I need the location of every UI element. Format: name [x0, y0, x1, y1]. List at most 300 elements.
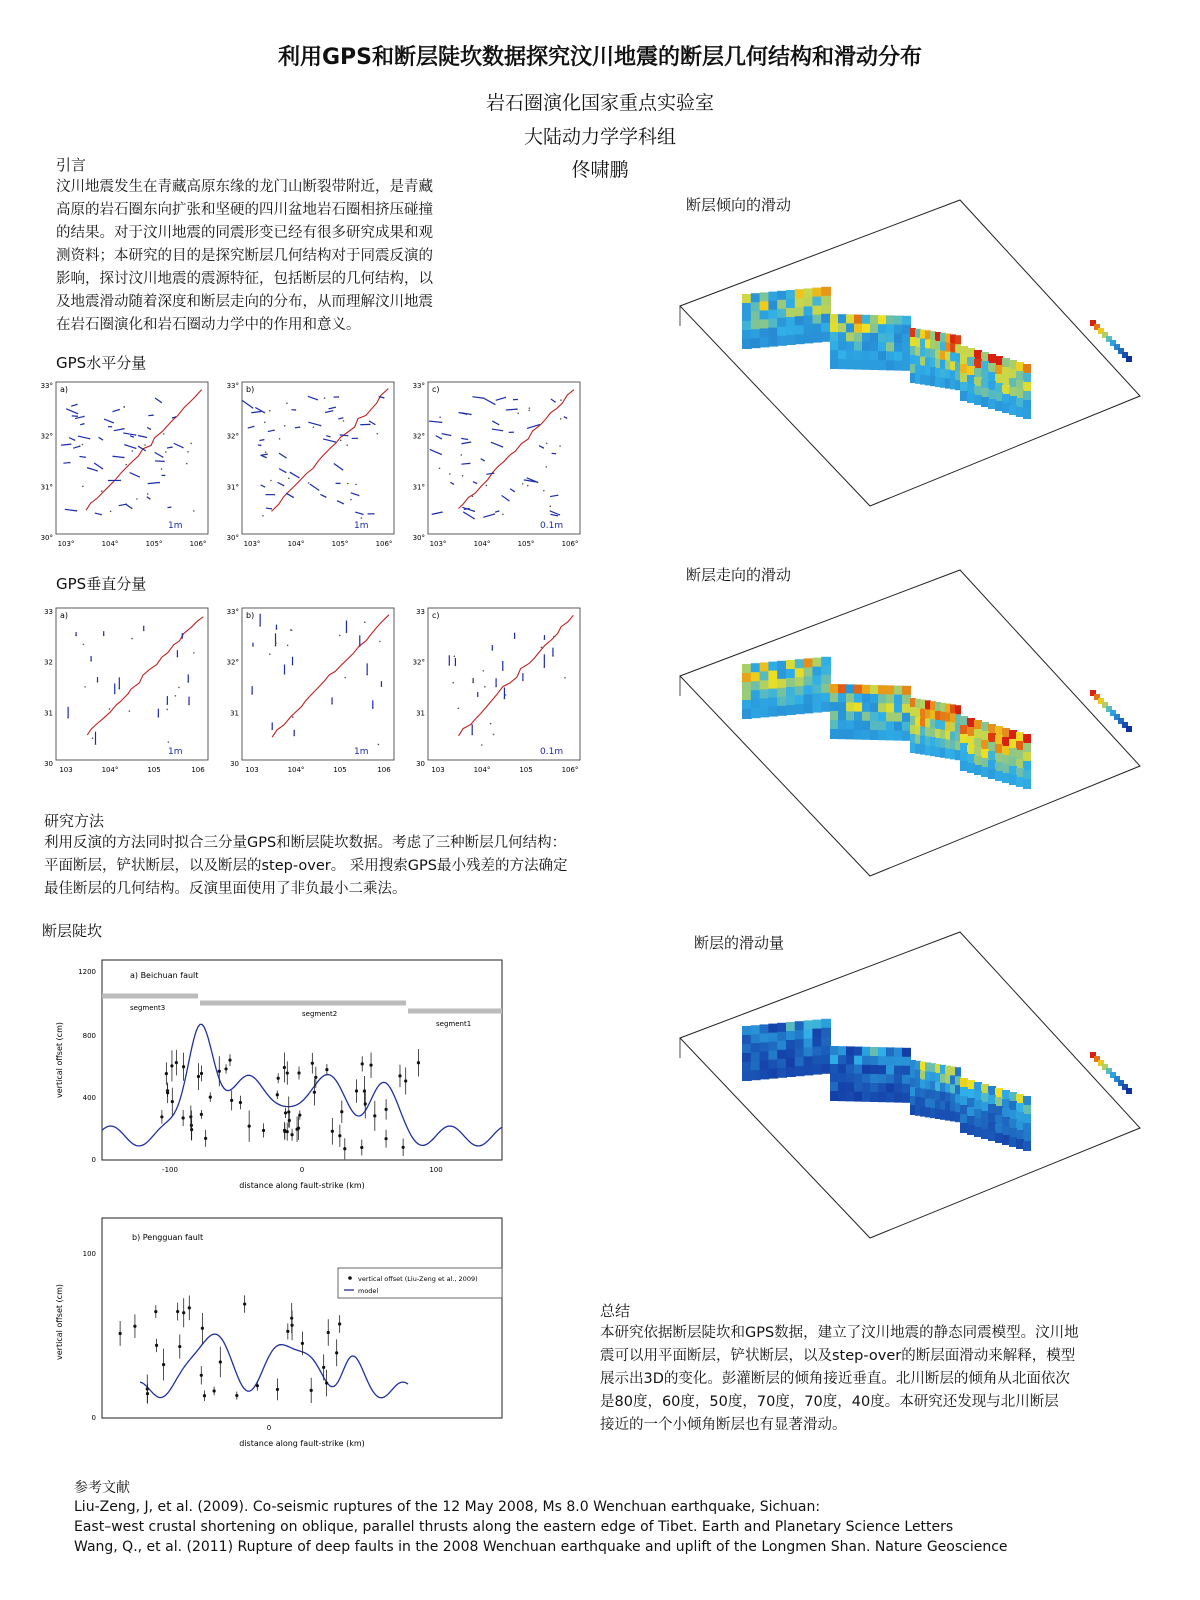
slip-patch [846, 702, 855, 712]
slip-patch [981, 740, 989, 750]
x-tick-label: 104° [287, 766, 305, 774]
gps-panel [44, 608, 208, 774]
offset-point [189, 1115, 192, 1118]
slip-patch [795, 325, 805, 335]
x-tick-label: 106° [189, 540, 207, 548]
slip-patch [1009, 378, 1017, 388]
slip-patch [821, 693, 831, 703]
slip-patch [902, 686, 911, 696]
slip-patch [830, 1073, 839, 1083]
slip-patch [974, 359, 982, 369]
panel-label: b) [246, 611, 255, 620]
slip-patch [870, 1056, 879, 1066]
slip-patch [886, 1092, 895, 1102]
gps-vector [266, 508, 271, 509]
slip-patch [768, 1060, 778, 1070]
slip-patch [1016, 389, 1024, 399]
slip-patch [742, 709, 752, 719]
slip-patch [846, 359, 855, 369]
slip-patch [854, 324, 863, 334]
slip-patch [902, 704, 911, 714]
slip-patch [967, 1107, 975, 1117]
slip-patch [967, 1080, 975, 1090]
slip-patch [1009, 1101, 1017, 1111]
slip-patch [995, 735, 1003, 745]
offset-point [331, 1130, 334, 1133]
slip-patch [821, 323, 831, 333]
slip-patch [1009, 775, 1017, 785]
slip-patch [1016, 362, 1024, 372]
slip-patch [981, 1102, 989, 1112]
offset-point [355, 1089, 358, 1092]
slip-patch [862, 342, 871, 352]
slip-patch [854, 342, 863, 352]
offset-point [417, 1061, 420, 1064]
slip-patch [862, 315, 871, 325]
slip-patch [830, 359, 839, 369]
slip-patch [751, 663, 761, 673]
slip-patch [786, 1040, 796, 1050]
y-tick-label: 33° [412, 382, 425, 390]
slip-patch [1023, 382, 1031, 392]
slip-patch [995, 356, 1003, 366]
slip-patch [894, 722, 903, 732]
slip-patch [988, 742, 996, 752]
slip-patch [760, 292, 770, 302]
slip-patch [967, 718, 975, 728]
slip-patch [854, 712, 863, 722]
plot2-xlabel: distance along fault-strike (km) [239, 1439, 365, 1448]
slip-patch [1023, 391, 1031, 401]
slip-patch [742, 1044, 752, 1054]
slip-patch [870, 730, 879, 740]
fault-segment [830, 314, 911, 371]
offset-point [297, 1071, 300, 1074]
slip-patch [1023, 400, 1031, 410]
scale-label: 0.1m [540, 521, 564, 531]
slip-patch [974, 729, 982, 739]
plot2-ylabel: vertical offset (cm) [55, 1284, 64, 1360]
slip-patch [821, 1064, 831, 1074]
slip-patch [804, 1029, 814, 1039]
slip-patch [777, 336, 787, 346]
slip-patch [870, 685, 879, 695]
slip-patch [760, 1069, 770, 1079]
offset-point [361, 1062, 364, 1065]
x-tick-label: 103° [57, 540, 75, 548]
slip-patch [812, 297, 822, 307]
y-tick-label: 30° [226, 534, 239, 542]
slip-patch [795, 1030, 805, 1040]
slip-patch [742, 1053, 752, 1063]
slip-patch [838, 1064, 847, 1074]
offset-point [243, 1302, 246, 1305]
slip-patch [870, 703, 879, 713]
slip-patch [838, 684, 847, 694]
offset-point [209, 1096, 212, 1099]
slip-patch [862, 721, 871, 731]
gps-vector [461, 463, 469, 464]
slip-patch [1009, 1137, 1017, 1147]
slip-patch [886, 721, 895, 731]
offset-point [160, 1115, 163, 1118]
slip-patch [812, 1038, 822, 1048]
offset-point [248, 1125, 251, 1128]
offset-point [283, 1129, 286, 1132]
offset-point [364, 1102, 367, 1105]
slip-patch [974, 747, 982, 757]
slip-patch [862, 324, 871, 334]
y-tick-label: 30 [416, 760, 425, 768]
slip-patch [777, 679, 787, 689]
gps-vertical-heading: GPS垂直分量 [56, 575, 147, 593]
x-tick-label: 106 [377, 766, 391, 774]
slip-patch [878, 360, 887, 370]
offset-point [314, 1076, 317, 1079]
slip-patch [862, 351, 871, 361]
slip-patch [742, 1026, 752, 1036]
slip-patch [967, 1116, 975, 1126]
slip-patch [821, 684, 831, 694]
slip-patch [870, 721, 879, 731]
slip-patch [981, 767, 989, 777]
slip-patch [1009, 766, 1017, 776]
slip-patch [995, 383, 1003, 393]
y-tick-label: 31° [226, 483, 239, 492]
slip-patch [751, 311, 761, 321]
slip-patch [846, 720, 855, 730]
slip-patch [995, 374, 1003, 384]
offset-point [170, 1064, 173, 1067]
plot2-ytick: 0 [91, 1414, 96, 1422]
slip-patch [862, 360, 871, 370]
offset-point [175, 1061, 178, 1064]
gps-panel [413, 608, 580, 774]
offset-point [340, 1110, 343, 1113]
slip-patch [902, 316, 911, 326]
slip-patch [902, 1066, 911, 1076]
slip-patch [878, 351, 887, 361]
plot1-ytick: 400 [82, 1094, 96, 1102]
slip-patch [804, 676, 814, 686]
slip-total-heading: 断层的滑动量 [694, 934, 785, 952]
slip-patch [894, 334, 903, 344]
slip-patch [981, 370, 989, 380]
slip-patch [846, 323, 855, 333]
slip-patch [1023, 779, 1031, 789]
slip-patch [967, 754, 975, 764]
slip-patch [812, 324, 822, 334]
x-tick-label: 104° [287, 540, 305, 548]
slip-patch [760, 1042, 770, 1052]
slip-patch [981, 1129, 989, 1139]
slip-patch [988, 399, 996, 409]
scale-label: 1m [354, 521, 369, 531]
slip-patch [854, 703, 863, 713]
offset-point [133, 1325, 136, 1328]
slip-patch [768, 310, 778, 320]
fault-segment [910, 1060, 961, 1122]
color-bar [1090, 320, 1132, 362]
slip-patch [1002, 1135, 1010, 1145]
slip-patch [760, 671, 770, 681]
slip-patch [768, 292, 778, 302]
slip-patch [1016, 1139, 1024, 1149]
slip-patch [862, 1074, 871, 1084]
slip-patch [862, 712, 871, 722]
slip-patch [862, 730, 871, 740]
slip-patch [995, 401, 1003, 411]
slip-patch [760, 301, 770, 311]
slip-patch [786, 696, 796, 706]
slip-patch [795, 1048, 805, 1058]
slip-dip-heading: 断层倾向的滑动 [686, 196, 792, 214]
slip-patch [846, 314, 855, 324]
slip-patch [981, 1093, 989, 1103]
slip-patch [988, 724, 996, 734]
offset-point [213, 1389, 216, 1392]
slip-patch [751, 708, 761, 718]
slip-patch [795, 289, 805, 299]
slip-patch [804, 667, 814, 677]
slip-patch [768, 680, 778, 690]
slip-patch [846, 693, 855, 703]
offset-point [313, 1091, 316, 1094]
slip-patch [768, 337, 778, 347]
plot2-xtick: 0 [266, 1424, 272, 1432]
slip-patch [894, 731, 903, 741]
slip-patch [894, 1075, 903, 1085]
slip-patch [777, 318, 787, 328]
reference-item: Liu-Zeng, J, et al. (2009). Co-seismic ruptures of the 12 May 2008, Ms 8.0 Wenchuan earthquake, Sichuan: [74, 1499, 821, 1515]
slip-patch [838, 1055, 847, 1065]
slip-patch [967, 375, 975, 385]
slip-patch [846, 1064, 855, 1074]
slip-patch [886, 315, 895, 325]
slip-patch [902, 1057, 911, 1067]
slip-patch [812, 315, 822, 325]
slip-patch [830, 729, 839, 739]
plot2-label: b) Pengguan fault [132, 1233, 204, 1242]
slip-patch [1016, 1112, 1024, 1122]
slip-patch [886, 1056, 895, 1066]
slip-patch [786, 660, 796, 670]
slip-patch [821, 296, 831, 306]
slip-patch [967, 384, 975, 394]
slip-patch [870, 342, 879, 352]
slip-patch [1009, 739, 1017, 749]
slip-patch [846, 350, 855, 360]
slip-patch [812, 703, 822, 713]
offset-point [200, 1113, 203, 1116]
slip-patch [751, 329, 761, 339]
slip-patch [821, 1028, 831, 1038]
slip-patch [812, 288, 822, 298]
slip-patch [786, 687, 796, 697]
slip-patch [878, 1047, 887, 1057]
scale-label: 1m [168, 747, 183, 757]
slip-patch [960, 355, 968, 365]
gps-vector [63, 463, 69, 464]
offset-point [360, 1146, 363, 1149]
y-tick-label: 31 [44, 709, 53, 718]
fault-segment [960, 346, 1031, 419]
offset-point [224, 1067, 227, 1070]
slip-patch [786, 1022, 796, 1032]
slip-patch [967, 366, 975, 376]
slip-patch [870, 324, 879, 334]
fault-segment [742, 287, 831, 349]
y-tick-label: 32 [44, 658, 53, 667]
slip-patch [804, 685, 814, 695]
slip-strike-figure [660, 566, 1160, 886]
slip-patch [830, 1046, 839, 1056]
offset-point [287, 1110, 290, 1113]
slip-patch [1023, 761, 1031, 771]
slip-patch [960, 761, 968, 771]
slip-patch [1016, 1094, 1024, 1104]
slip-patch [894, 1084, 903, 1094]
slip-patch [768, 698, 778, 708]
slip-patch [1009, 405, 1017, 415]
slip-patch [1023, 1132, 1031, 1142]
slip-patch [862, 685, 871, 695]
slip-patch [988, 1104, 996, 1114]
slip-patch [886, 730, 895, 740]
slip-strike-heading: 断层走向的滑动 [686, 566, 792, 584]
slip-patch [1023, 734, 1031, 744]
slip-patch [1023, 1141, 1031, 1151]
slip-patch [760, 337, 770, 347]
slip-patch [838, 702, 847, 712]
fault-segment [960, 1078, 1031, 1151]
slip-patch [902, 695, 911, 705]
offset-point [338, 1134, 341, 1137]
x-tick-label: 106° [375, 540, 393, 548]
offset-point [178, 1345, 181, 1348]
plot1-xtick: 0 [299, 1166, 305, 1174]
slip-patch [821, 287, 831, 297]
slip-patch [870, 712, 879, 722]
reference-item: Wang, Q., et al. (2011) Rupture of deep faults in the 2008 Wenchuan earthquake and uplift of the Longmen Shan. Nature Geoscience [74, 1539, 1008, 1555]
slip-patch [1023, 373, 1031, 383]
slip-patch [777, 291, 787, 301]
offset-point [301, 1342, 304, 1345]
slip-patch [902, 325, 911, 335]
slip-patch [960, 382, 968, 392]
plot1-xlabel: distance along fault-strike (km) [239, 1181, 365, 1190]
offset-point [290, 1133, 293, 1136]
offset-point [119, 1332, 122, 1335]
slip-patch [878, 730, 887, 740]
slip-patch [988, 381, 996, 391]
slip-patch [981, 388, 989, 398]
slip-patch [786, 317, 796, 327]
fault-segment [960, 716, 1031, 789]
offset-point [203, 1394, 206, 1397]
x-tick-label: 104° [101, 766, 119, 774]
panel-label: c) [432, 385, 440, 394]
plot1-observations [160, 1049, 420, 1159]
slip-patch [751, 1043, 761, 1053]
offset-point [385, 1108, 388, 1111]
offset-point [200, 1374, 203, 1377]
offset-point [327, 1331, 330, 1334]
slip-patch [760, 1033, 770, 1043]
slip-patch [1016, 741, 1024, 751]
slip-patch [830, 684, 839, 694]
slip-patch [830, 323, 839, 333]
slip-patch [886, 712, 895, 722]
offset-point [182, 1311, 185, 1314]
slip-patch [812, 667, 822, 677]
y-tick-label: 32° [40, 432, 53, 441]
slip-patch [988, 1095, 996, 1105]
offset-point [277, 1077, 280, 1080]
slip-patch [838, 720, 847, 730]
x-tick-label: 104° [473, 540, 491, 548]
slip-patch [967, 763, 975, 773]
slip-patch [974, 1082, 982, 1092]
slip-patch [1009, 369, 1017, 379]
slip-patch [870, 360, 879, 370]
slip-patch [804, 1038, 814, 1048]
x-tick-label: 103° [243, 540, 261, 548]
slip-patch [894, 361, 903, 371]
methods-text: 利用反演的方法同时拟合三分量GPS和断层陡坎数据。考虑了三种断层几何结构： 平面断层，铲状断层，以及断层的step-over。 采用搜索GPS最小残差的方法确定 最佳断层的几何结构。反演里面使用了非负最小二乘法。 [44, 835, 568, 897]
slip-patch [1002, 746, 1010, 756]
x-tick-label: 103 [245, 766, 259, 774]
offset-point [204, 1137, 207, 1140]
slip-patch [742, 700, 752, 710]
slip-patch [846, 1055, 855, 1065]
slip-patch [988, 1086, 996, 1096]
slip-patch [760, 1051, 770, 1061]
plot1-ytick: 800 [82, 1032, 96, 1040]
slip-patch [862, 1047, 871, 1057]
slip-patch [1002, 773, 1010, 783]
slip-patch [786, 299, 796, 309]
slip-patch [854, 360, 863, 370]
slip-patch [777, 661, 787, 671]
slip-patch [1023, 409, 1031, 419]
slip-patch [1002, 394, 1010, 404]
slip-patch [1016, 768, 1024, 778]
slip-patch [981, 352, 989, 362]
offset-point [310, 1389, 313, 1392]
slip-patch [742, 312, 752, 322]
slip-patch [786, 1049, 796, 1059]
offset-point [325, 1068, 328, 1071]
x-tick-label: 103 [59, 766, 73, 774]
gps-panel [413, 382, 580, 548]
slip-patch [974, 350, 982, 360]
offset-point [322, 1366, 325, 1369]
slip-patch [830, 720, 839, 730]
slip-patch [878, 703, 887, 713]
offset-point [286, 1330, 289, 1333]
slip-patch [751, 338, 761, 348]
y-tick-label: 31 [230, 709, 239, 718]
slip-patch [742, 1035, 752, 1045]
slip-patch [830, 693, 839, 703]
y-tick-label: 33 [44, 608, 53, 616]
slip-patch [830, 350, 839, 360]
slip-patch [1023, 743, 1031, 753]
offset-point [239, 1101, 242, 1104]
y-tick-label: 30° [412, 534, 425, 542]
slip-patch [974, 738, 982, 748]
